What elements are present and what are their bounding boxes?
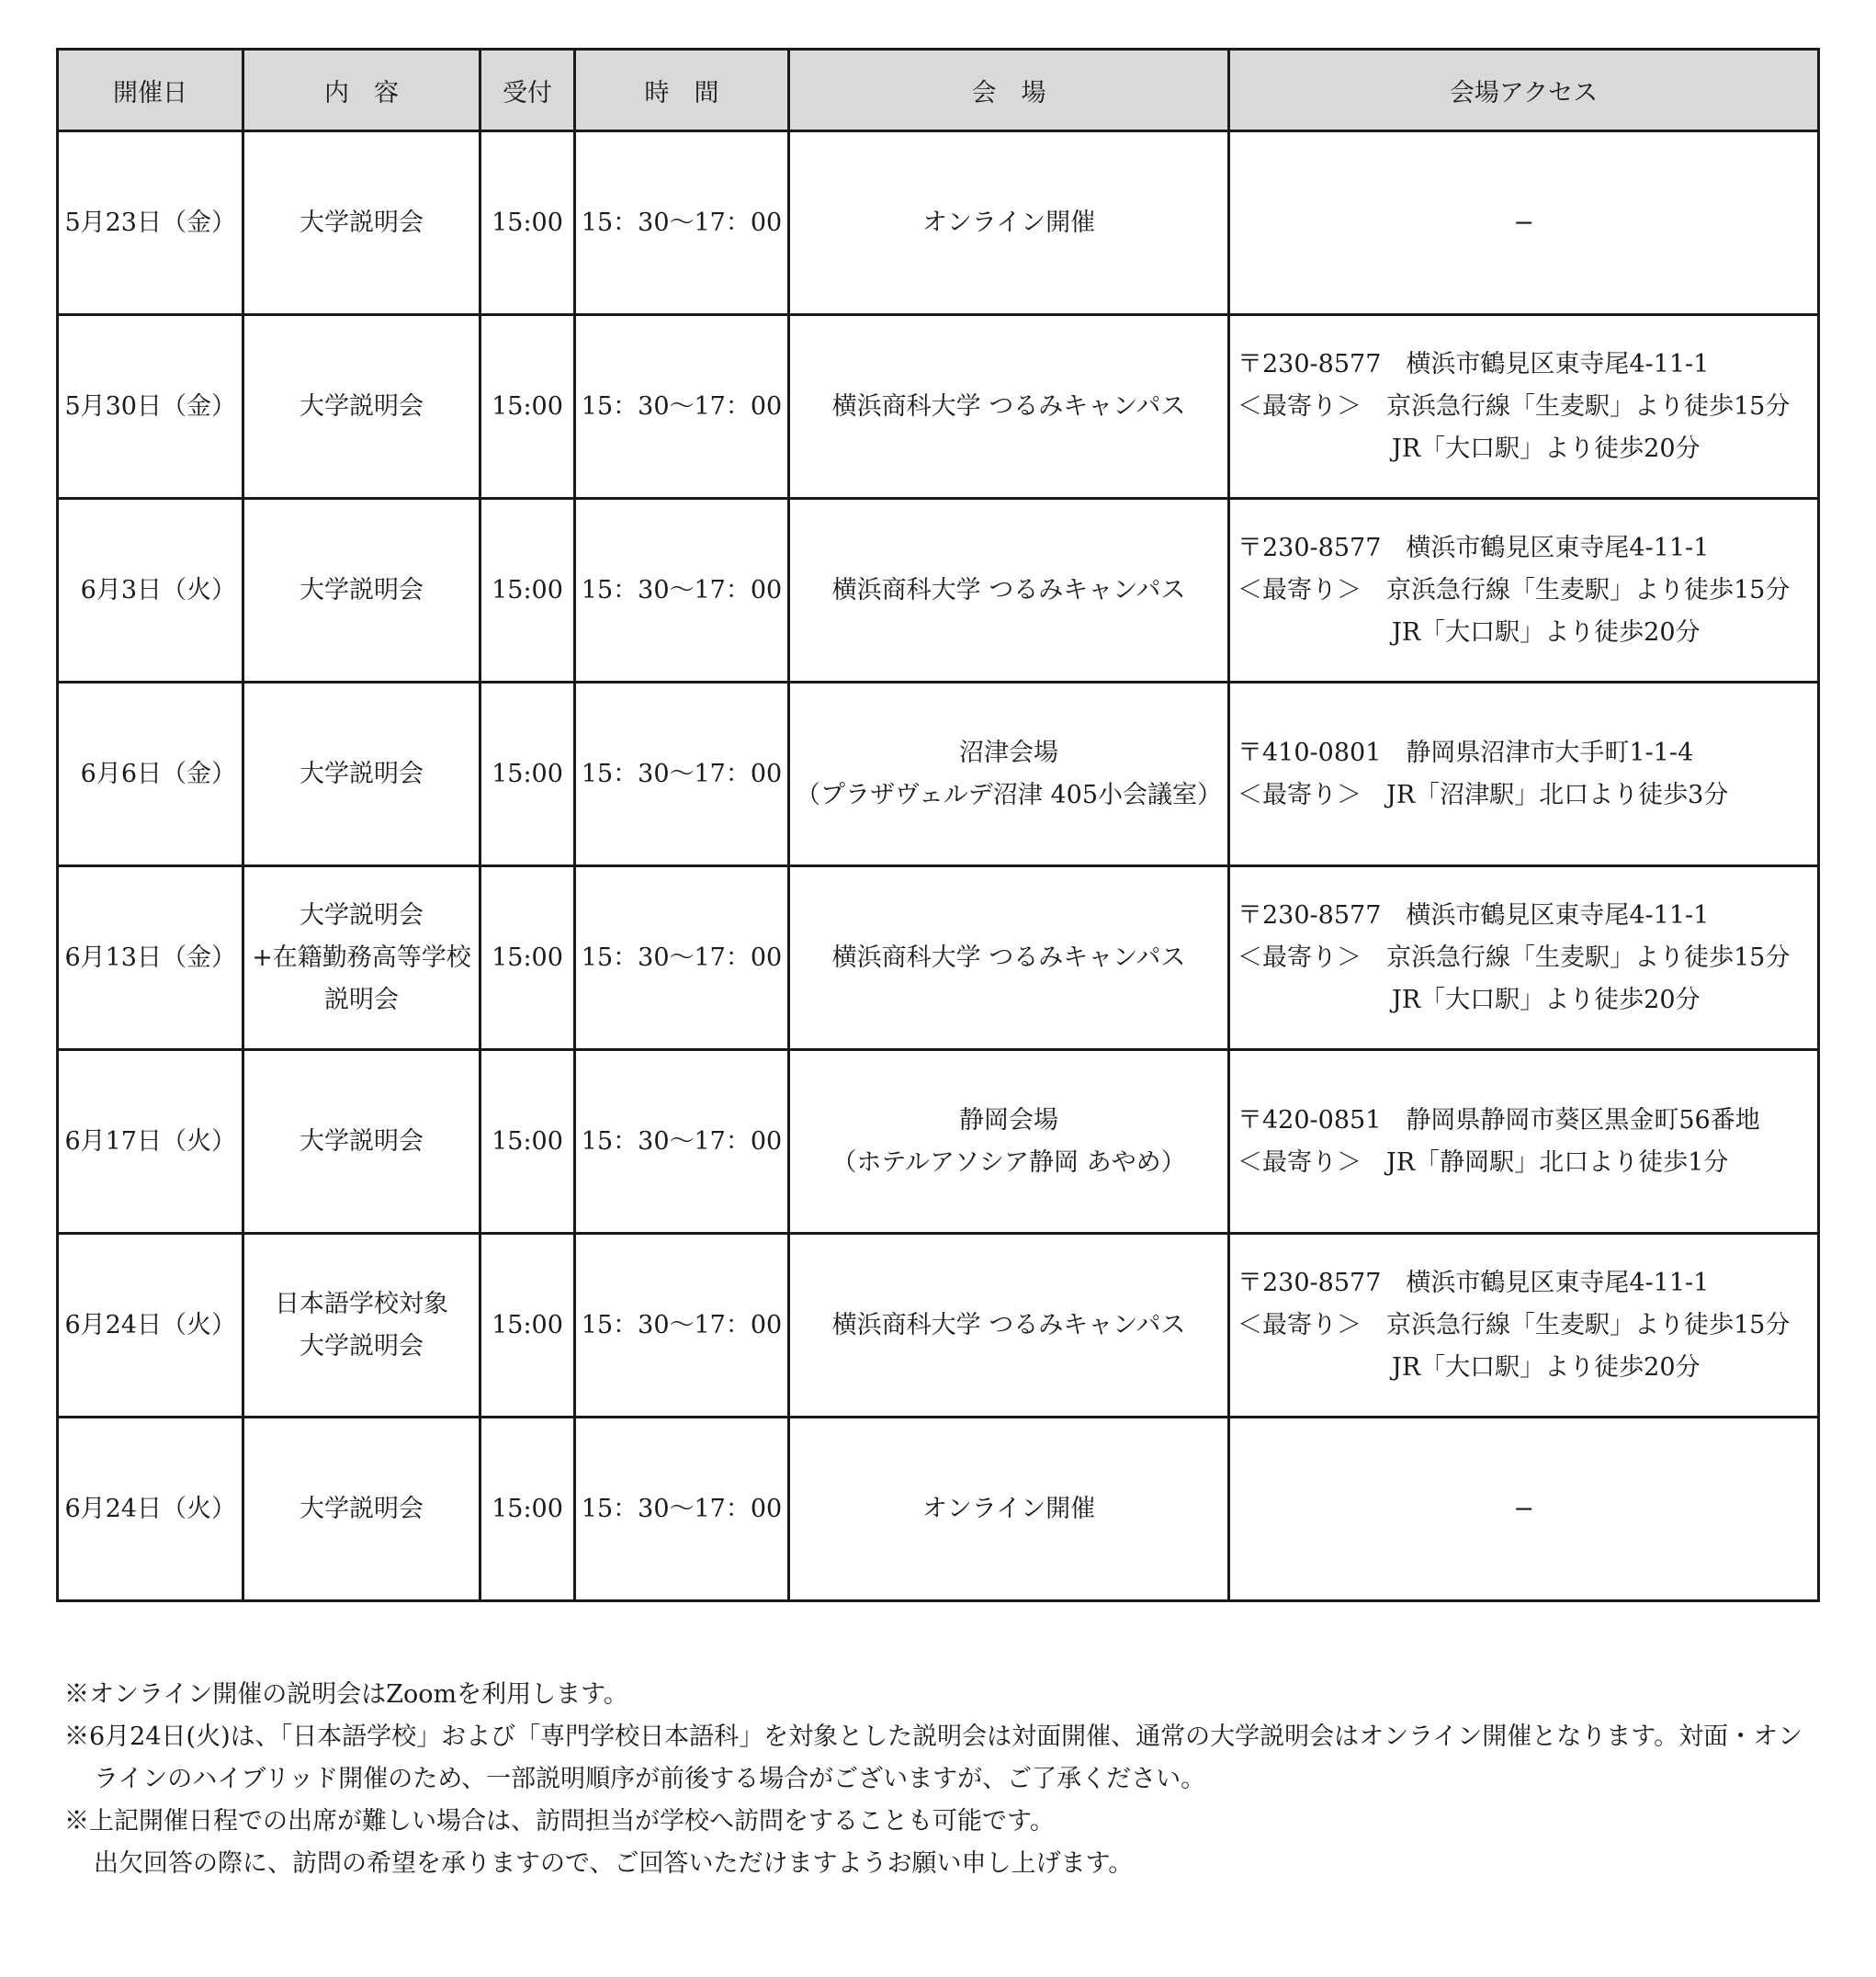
cell-date: 6月13日（金） <box>58 866 243 1050</box>
table-header <box>58 50 1819 131</box>
cell-reception: 15:00 <box>480 1418 575 1601</box>
access-line: − <box>1513 1494 1534 1523</box>
access-nearest: ＜最寄り＞ JR「静岡駅」北口より徒歩1分 <box>1237 1147 1729 1177</box>
venue-line: （プラザヴェルデ沼津 405小会議室） <box>795 780 1223 809</box>
content-line: 大学説明会 <box>299 759 424 788</box>
cell-venue <box>789 315 1229 499</box>
cell-content <box>243 683 480 866</box>
cell-reception: 15:00 <box>480 499 575 683</box>
cell-time: 15：30〜17：00 <box>575 683 789 866</box>
cell-venue <box>789 131 1229 315</box>
cell-reception: 15:00 <box>480 1050 575 1234</box>
venue-line: 横浜商科大学 つるみキャンパス <box>831 575 1186 604</box>
cell-content <box>243 866 480 1050</box>
cell-time: 15：30〜17：00 <box>575 1050 789 1234</box>
header-content: 内 容 <box>243 50 480 131</box>
cell-date: 6月3日（火） <box>58 499 243 683</box>
access-nearest: ＜最寄り＞ 京浜急行線「生麦駅」より徒歩15分 <box>1237 575 1791 604</box>
cell-venue <box>789 1050 1229 1234</box>
access-address: 〒230-8577 横浜市鶴見区東寺尾4-11-1 <box>1237 349 1710 378</box>
access-address: 〒410-0801 静岡県沼津市大手町1-1-4 <box>1237 738 1694 767</box>
content-line: 大学説明会 <box>299 1126 424 1156</box>
cell-date: 6月24日（火） <box>58 1418 243 1601</box>
cell-date: 6月17日（火） <box>58 1050 243 1234</box>
access-nearest-alt: JR「大口駅」より徒歩20分 <box>1392 985 1701 1014</box>
venue-line: 横浜商科大学 つるみキャンパス <box>831 391 1186 421</box>
cell-reception: 15:00 <box>480 683 575 866</box>
cell-time: 15：30〜17：00 <box>575 1234 789 1418</box>
access-nearest-alt: JR「大口駅」より徒歩20分 <box>1392 1352 1701 1382</box>
cell-venue <box>789 499 1229 683</box>
table-row <box>58 1234 1819 1418</box>
content-line: 大学説明会 <box>299 1331 424 1361</box>
venue-line: （ホテルアソシア静岡 あやめ） <box>831 1147 1186 1177</box>
venue-line: オンライン開催 <box>921 208 1096 237</box>
cell-venue <box>789 1234 1229 1418</box>
cell-content <box>243 1234 480 1418</box>
cell-access <box>1229 315 1819 499</box>
cell-content <box>243 1418 480 1601</box>
cell-time: 15：30〜17：00 <box>575 1418 789 1601</box>
header-venue: 会 場 <box>789 50 1229 131</box>
table-row <box>58 131 1819 315</box>
header-date: 開催日 <box>58 50 243 131</box>
access-address: 〒420-0851 静岡県静岡市葵区黒金町56番地 <box>1237 1105 1760 1135</box>
notes-section <box>64 1674 1819 1885</box>
cell-reception: 15:00 <box>480 131 575 315</box>
cell-reception: 15:00 <box>480 866 575 1050</box>
access-nearest: ＜最寄り＞ 京浜急行線「生麦駅」より徒歩15分 <box>1237 1310 1791 1339</box>
header-row <box>58 50 1819 131</box>
access-nearest-alt: JR「大口駅」より徒歩20分 <box>1392 434 1701 463</box>
table-row <box>58 315 1819 499</box>
cell-access <box>1229 1234 1819 1418</box>
cell-date: 6月6日（金） <box>58 683 243 866</box>
access-line: − <box>1513 208 1534 237</box>
access-nearest-alt: JR「大口駅」より徒歩20分 <box>1392 617 1701 647</box>
cell-venue <box>789 1418 1229 1601</box>
cell-time: 15：30〜17：00 <box>575 499 789 683</box>
access-nearest: ＜最寄り＞ 京浜急行線「生麦駅」より徒歩15分 <box>1237 391 1791 421</box>
access-nearest: ＜最寄り＞ JR「沼津駅」北口より徒歩3分 <box>1237 780 1729 809</box>
cell-access <box>1229 683 1819 866</box>
table-row <box>58 1418 1819 1601</box>
cell-access <box>1229 499 1819 683</box>
content-line: 大学説明会 <box>299 900 424 930</box>
table-row <box>58 1050 1819 1234</box>
cell-date: 5月23日（金） <box>58 131 243 315</box>
cell-content <box>243 315 480 499</box>
content-line: 大学説明会 <box>299 391 424 421</box>
access-address: 〒230-8577 横浜市鶴見区東寺尾4-11-1 <box>1237 533 1710 562</box>
content-line: 説明会 <box>324 985 399 1014</box>
table-row <box>58 499 1819 683</box>
cell-content <box>243 499 480 683</box>
cell-time: 15：30〜17：00 <box>575 866 789 1050</box>
cell-date: 5月30日（金） <box>58 315 243 499</box>
cell-access <box>1229 131 1819 315</box>
venue-line: 横浜商科大学 つるみキャンパス <box>831 1310 1186 1339</box>
note-visit-continued: 出欠回答の際に、訪問の希望を承りますので、ご回答いただけますようお願い申し上げます。 <box>94 1849 1134 1878</box>
cell-access <box>1229 866 1819 1050</box>
header-reception: 受付 <box>480 50 575 131</box>
content-line: 大学説明会 <box>299 208 424 237</box>
cell-time: 15：30〜17：00 <box>575 131 789 315</box>
note-visit: ※上記開催日程での出席が難しい場合は、訪問担当が学校へ訪問をすることも可能です。 <box>64 1807 1055 1836</box>
cell-reception: 15:00 <box>480 315 575 499</box>
schedule-table <box>56 48 1820 1602</box>
content-line: +在籍勤務高等学校 <box>252 943 471 972</box>
table-row <box>58 683 1819 866</box>
cell-time: 15：30〜17：00 <box>575 315 789 499</box>
cell-access <box>1229 1418 1819 1601</box>
header-time: 時 間 <box>575 50 789 131</box>
venue-line: オンライン開催 <box>921 1494 1096 1523</box>
note-hybrid: ※6月24日(火)は、「日本語学校」および「専門学校日本語科」を対象とした説明会は対面開催、通常の大学説明会はオンライン開催となります。対面・オンラインのハイブリッド開催のため、一部説明順序が前後する場合がございますが、ご了承ください。 <box>64 1723 1803 1793</box>
access-address: 〒230-8577 横浜市鶴見区東寺尾4-11-1 <box>1237 900 1710 930</box>
cell-access <box>1229 1050 1819 1234</box>
venue-line: 横浜商科大学 つるみキャンパス <box>831 943 1186 972</box>
header-access: 会場アクセス <box>1229 50 1819 131</box>
cell-venue <box>789 866 1229 1050</box>
table-row <box>58 866 1819 1050</box>
content-line: 日本語学校対象 <box>275 1289 448 1318</box>
table-body <box>58 131 1819 1601</box>
access-nearest: ＜最寄り＞ 京浜急行線「生麦駅」より徒歩15分 <box>1237 943 1791 972</box>
access-address: 〒230-8577 横浜市鶴見区東寺尾4-11-1 <box>1237 1268 1710 1297</box>
content-line: 大学説明会 <box>299 1494 424 1523</box>
venue-line: 静岡会場 <box>959 1105 1058 1135</box>
note-zoom: ※オンライン開催の説明会はZoomを利用します。 <box>64 1680 628 1709</box>
cell-venue <box>789 683 1229 866</box>
cell-reception: 15:00 <box>480 1234 575 1418</box>
content-line: 大学説明会 <box>299 575 424 604</box>
cell-content <box>243 1050 480 1234</box>
cell-date: 6月24日（火） <box>58 1234 243 1418</box>
venue-line: 沼津会場 <box>959 738 1058 767</box>
cell-content <box>243 131 480 315</box>
